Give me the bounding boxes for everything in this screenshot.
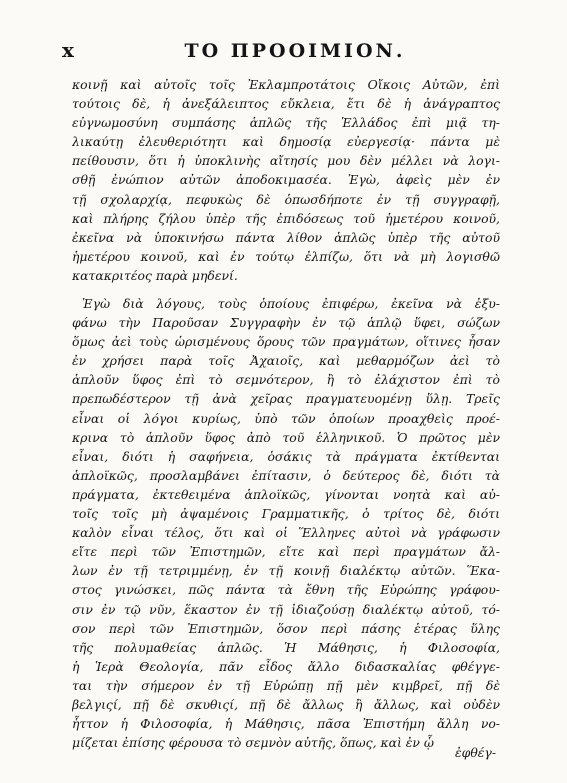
running-title: ΤΟ ΠΡΟΟΙΜΙΟΝ. bbox=[184, 40, 406, 62]
text-line: φάνω τὴν Παροῦσαν Συγγραφὴν ἐν τῷ ἁπλῷ ὕφει, σώζων bbox=[72, 315, 500, 331]
page-header bbox=[0, 38, 567, 66]
text-line: τῆς πολυμαθείας ἁπλῶς. Ἡ Μάθησις, ἡ Φιλοσοφία, bbox=[72, 639, 500, 655]
text-line: ἐκεῖνα νὰ ὑποκινήσω πάντα λίθον ἁπλῶς ὑπὲρ τῆς αὐτοῦ bbox=[72, 229, 500, 245]
text-line: ἡ Ἱερὰ Θεολογία, πᾶν εἶδος ἄλλο διδασκαλίας φθέγγε- bbox=[72, 658, 500, 674]
text-line: ται τὴν σήμερον ἐν τῇ Εὐρώπῃ πῇ μὲν κιμβρεῖ, πῇ δὲ bbox=[72, 677, 500, 693]
text-line: ἧττον ἡ Φιλοσοφία, ἡ Μάθησις, πᾶσα Ἐπιστήμη ἄλλη νο- bbox=[72, 716, 500, 732]
text-line: ὅμως ἀεὶ τοὺς ὡρισμένους ὅρους τῶν πραγμάτων, οἵτινες ἦσαν bbox=[72, 334, 500, 350]
text-line: πείθουσιν, ὅτι ἡ ὑποκλινὴς αἴτησίς μου δὲν μέλλει νὰ λογι- bbox=[72, 153, 500, 169]
text-line: ἁπλοϊκῶς, προσλαμβάνει ἐπίτασιν, ὁ δεύτερος δὲ, διότι τὰ bbox=[72, 467, 500, 483]
text-line: εἴτε περὶ τῶν Ἐπιστημῶν, εἴτε καὶ περὶ πραγμάτων ἄλ- bbox=[72, 544, 500, 560]
page-number: x bbox=[62, 38, 75, 62]
paragraph-2 bbox=[72, 294, 500, 752]
text-line: ἡμετέρου κοινοῦ, καὶ ἐν τούτῳ ἐλπίζω, ὅτι νὰ μὴ λογισθῶ bbox=[72, 248, 500, 264]
paragraph-1 bbox=[72, 75, 500, 285]
text-line: μίζεται ἐπίσης φέρουσα τὸ σεμνὸν αὐτῆς, ὅπως, καὶ ἐν ᾧ bbox=[72, 735, 434, 751]
text-line: τούτοις δὲ, ἡ ἀνεξάλειπτος εὔκλεια, ἔτι δὲ ἡ ἀνάγραπτος bbox=[72, 96, 500, 112]
text-line: σθῇ ἐνώπιον αὐτῶν ἀποδοκιμασέα. Ἐγὼ, ἀφεὶς μὲν ἐν bbox=[72, 172, 500, 188]
text-line: ἁπλοῦν ὕφος ἐπὶ τὸ σεμνότερον, ἢ τὸ ἐλάχιστον ἐπὶ τὸ bbox=[72, 372, 500, 388]
text-line: σιν ἐν τῷ νῦν, ἕκαστον ἐν τῇ ἰδιαζούσῃ διαλέκτῳ αὐτοῦ, τό- bbox=[72, 601, 500, 617]
text-line: ἐν χρήσει παρὰ τοῖς Ἀχαιοῖς, καὶ μεθαρμόζων ἀεὶ τὸ bbox=[72, 353, 500, 369]
text-line: εὐγνωμοσύνη συμπάσης ἁπλῶς τῆς Ἑλλάδος ἐπὶ μιᾷ τη- bbox=[72, 115, 500, 131]
catchword: ἐφθέγ- bbox=[455, 745, 497, 760]
text-line: Ἐγὼ διὰ λόγους, τοὺς ὁποίους ἐπιφέρω, ἐκεῖνα νὰ ἐξυ- bbox=[82, 296, 500, 311]
text-line: πρεπωδέστερον τῇ ἀνὰ χεῖρας πραγματευομένῃ ὕλῃ. Τρεῖς bbox=[72, 391, 500, 407]
text-line: κατακριτέος παρὰ μηδενί. bbox=[72, 267, 238, 283]
text-line: σον περὶ τῶν Ἐπιστημῶν, ὅσον περὶ πάσης ἑτέρας ὕλης bbox=[72, 620, 500, 636]
text-line: βελγιςί, πῇ δὲ σκυθιςί, πῇ δὲ ἄλλως ἢ ἄλλως, καὶ οὐδὲν bbox=[72, 696, 500, 712]
text-line: πράγματα, ἐκτεθειμένα ἁπλοϊκῶς, γίνονται νοητὰ καὶ αὐ- bbox=[72, 486, 500, 502]
text-line: καὶ πλήρης ζήλου ὑπὲρ τῆς ἐπιδόσεως τοῦ ἡμετέρου κοινοῦ, bbox=[72, 210, 500, 226]
text-line: τοῖς τοῖς μὴ ἀψαμένοις Γραμματικῆς, ὁ τρίτος δὲ, διότι bbox=[72, 506, 500, 522]
text-line: καλὸν εἶναι τέλος, ὅτι καὶ οἱ Ἕλληνες αὐτοὶ νὰ γράφωσιν bbox=[72, 525, 500, 541]
text-line: κρινα τὸ ἁπλοῦν ὕφος ἀπὸ τοῦ ἑλληνικοῦ. Ὁ πρῶτος μὲν bbox=[72, 429, 500, 445]
text-line: λων ἐν τῇ τετριμμένῃ, ἐν τῇ κοινῇ διαλέκτῳ αὐτῶν. Ἕκα- bbox=[72, 563, 500, 579]
text-line: εἶναι οἱ λόγοι κυρίως, ὑπὸ τῶν ὁποίων προαχθεὶς προέ- bbox=[72, 410, 500, 426]
text-line: λικαύτῃ ἐλευθεριότητι καὶ δημοσίᾳ εὐεργεσίᾳ· πάντα μὲ bbox=[72, 134, 500, 150]
text-line: εἶναι, διότι ἡ σαφήνεια, ὁσάκις τὰ πράγματα ἐκτίθενται bbox=[72, 448, 500, 464]
text-line: στος γινώσκει, πῶς πάντα τὰ ἔθνη τῆς Εὐρώπης γράφου- bbox=[72, 582, 500, 598]
text-line: τῇ σχολαρχίᾳ, πεφυκὼς δὲ ὁπωσδήποτε ἐν τῇ συγγραφῇ, bbox=[72, 191, 500, 207]
text-line: κοινῇ καὶ αὐτοῖς τοῖς Ἐκλαμπροτάτοις Οἴκοις Αὐτῶν, ἐπὶ bbox=[72, 77, 500, 92]
